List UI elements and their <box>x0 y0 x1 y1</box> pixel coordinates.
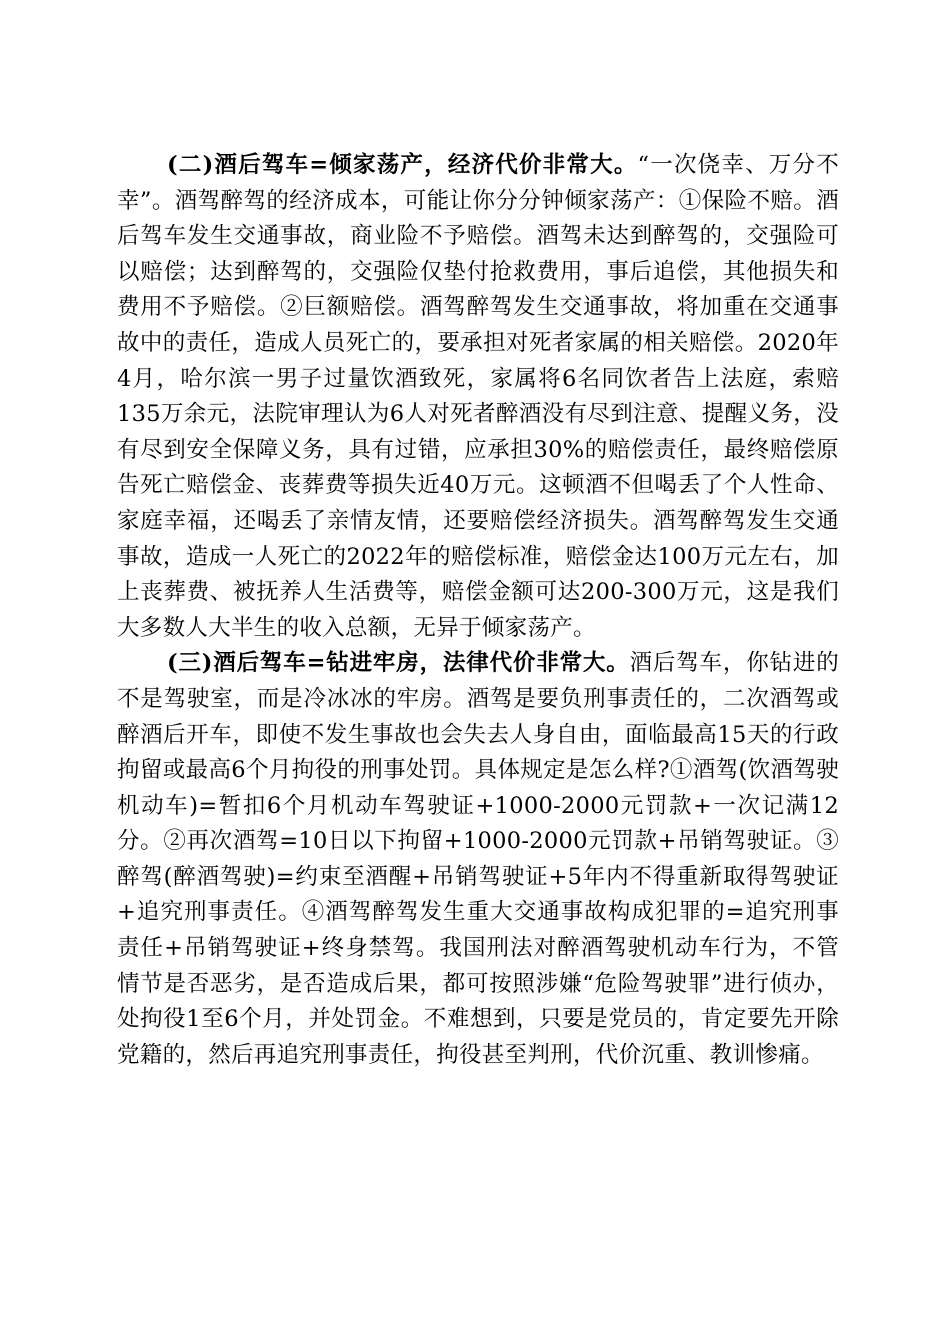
section-heading-economic: (二)酒后驾车=倾家荡产，经济代价非常大。 <box>167 152 638 178</box>
paragraph-body-legal: 酒后驾车，你钻进的不是驾驶室，而是冷冰冰的牢房。酒驾是要负刑事责任的，二次酒驾或醉酒后开车，即使不发生事故也会失去人身自由，面临最高15天的行政拘留或最高6个月拘役的刑事处罚。具体规定是怎么样?①酒驾(饮酒驾驶机动车)=暂扣6个月机动车驾驶证+1000-2000元罚款+一次记满12分。②再次酒驾=10日以下拘留+1000-2000元罚款+吊销驾驶证。③醉驾(醉酒驾驶)=约束至酒醒+吊销驾驶证+5年内不得重新取得驾驶证+追究刑事责任。④酒驾醉驾发生重大交通事故构成犯罪的=追究刑事责任+吊销驾驶证+终身禁驾。我国刑法对醉酒驾驶机动车行为，不管情节是否恶劣，是否造成后果，都可按照涉嫌“危险驾驶罪”进行侦办，处拘役1至6个月，并处罚金。不难想到，只要是党员的，肯定要先开除党籍的，然后再追究刑事责任，拘役甚至判刑，代价沉重、教训惨痛。 <box>117 650 839 1068</box>
document-page <box>117 148 839 1073</box>
paragraph-economic-cost <box>117 148 839 646</box>
section-heading-legal: (三)酒后驾车=钻进牢房，法律代价非常大。 <box>167 650 630 677</box>
paragraph-legal-cost <box>117 646 839 1073</box>
paragraph-body-economic: “一次侥幸、万分不幸”。酒驾醉驾的经济成本，可能让你分分钟倾家荡产：①保险不赔。酒后驾车发生交通事故，商业险不予赔偿。酒驾未达到醉驾的，交强险可以赔偿；达到醉驾的，交强险仅垫付抢救费用，事后追偿，其他损失和费用不予赔偿。②巨额赔偿。酒驾醉驾发生交通事故，将加重在交通事故中的责任，造成人员死亡的，要承担对死者家属的相关赔偿。2020年4月，哈尔滨一男子过量饮酒致死，家属将6名同饮者告上法庭，索赔135万余元，法院审理认为6人对死者醉酒没有尽到注意、提醒义务，没有尽到安全保障义务，具有过错，应承担30%的赔偿责任，最终赔偿原告死亡赔偿金、丧葬费等损失近40万元。这顿酒不但喝丢了个人性命、家庭幸福，还喝丢了亲情友情，还要赔偿经济损失。酒驾醉驾发生交通事故，造成一人死亡的2022年的赔偿标准，赔偿金达100万元左右，加上丧葬费、被抚养人生活费等，赔偿金额可达200-300万元，这是我们大多数人大半生的收入总额，无异于倾家荡产。 <box>117 152 840 641</box>
